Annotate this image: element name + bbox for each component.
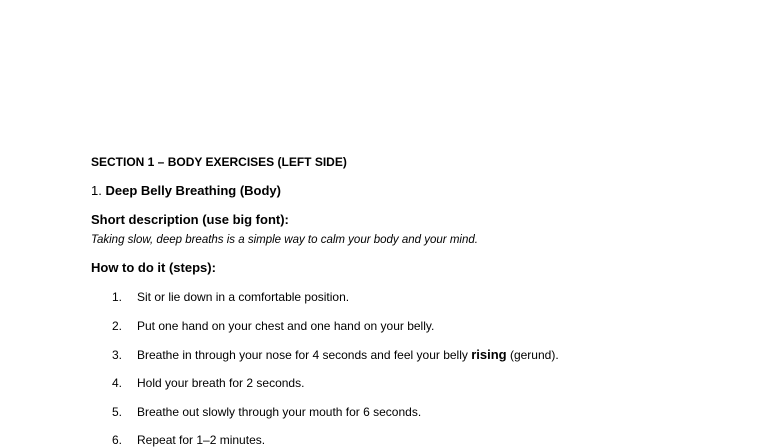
how-to-label: How to do it (steps): [91, 260, 216, 275]
step-number: 5. [112, 405, 123, 419]
short-description-text: Taking slow, deep breaths is a simple way to calm your body and your mind. [91, 234, 478, 246]
step-number: 2. [112, 319, 123, 333]
step-item [112, 290, 349, 304]
step-item [112, 348, 559, 362]
step-item [112, 405, 421, 419]
step-text: Hold your breath for 2 seconds. [137, 376, 305, 390]
step-text-after: (gerund). [506, 348, 559, 362]
section-title: SECTION 1 – BODY EXERCISES (LEFT SIDE) [91, 155, 347, 169]
step-number: 3. [112, 348, 123, 362]
step-number: 1. [112, 290, 123, 304]
step-text: Breathe out slowly through your mouth for 6 seconds. [137, 405, 422, 419]
step-emphasis: rising [471, 347, 507, 362]
exercise-number: 1. [91, 183, 102, 198]
exercise-name: Deep Belly Breathing (Body) [105, 183, 281, 198]
step-item [112, 319, 434, 333]
step-text: Repeat for 1–2 minutes. [137, 433, 266, 447]
step-text: Put one hand on your chest and one hand on your belly. [137, 319, 435, 333]
step-item [112, 376, 304, 390]
step-text: Sit or lie down in a comfortable position. [137, 290, 350, 304]
step-item [112, 433, 265, 447]
step-text: Breathe in through your nose for 4 seconds and feel your belly [137, 348, 472, 362]
step-number: 4. [112, 376, 123, 390]
step-number: 6. [112, 433, 123, 447]
short-description-label: Short description (use big font): [91, 212, 289, 227]
